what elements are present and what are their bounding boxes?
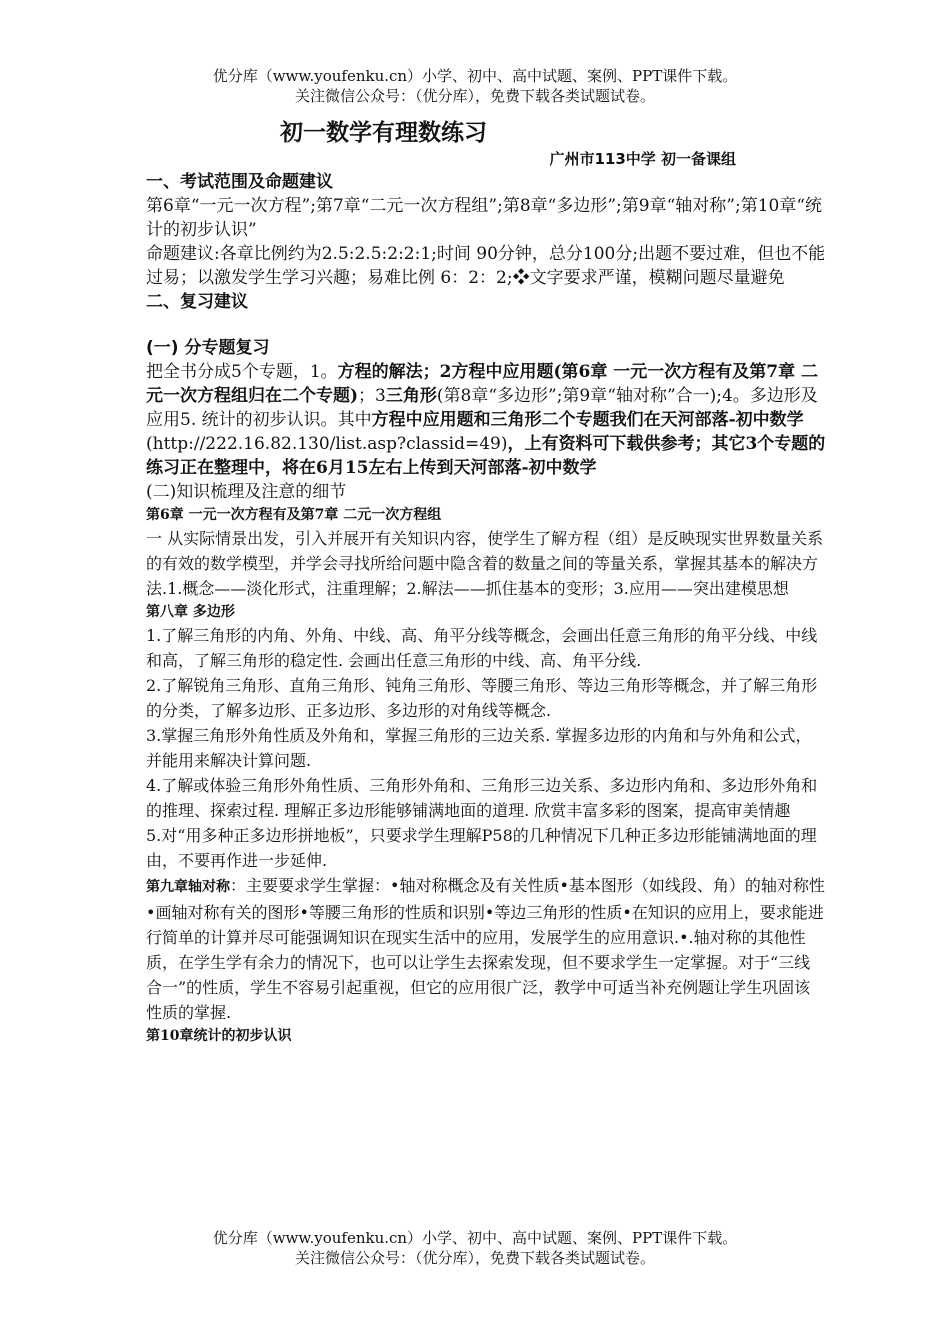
url-text: (http://222.16.82.130/list.asp?classid=49) — [146, 434, 508, 454]
chapter-9-paragraph — [146, 873, 826, 1025]
chapter-8-item-1: 1.了解三角形的内角、外角、中线、高、角平分线等概念，会画出任意三角形的角平分线、中线和高，了解三角形的稳定性. 会画出任意三角形的中线、高、角平分线. — [146, 626, 818, 670]
spacer — [146, 314, 826, 336]
chapter-10-heading: 第10章统计的初步认识 — [146, 1028, 292, 1044]
document-body — [146, 118, 826, 1047]
text-run-bold: 方程的解法；2方程中应用题(第6章 一元一次方程有及第7章 二元一次方程组归在二个专题) — [146, 362, 819, 406]
header-line-1: 优分库（www.youfenku.cn）小学、初中、高中试题、案例、PPT课件下载。 — [212, 67, 738, 85]
text-run: 把全书分成5个专题，1。 — [146, 362, 338, 382]
footer-line-1: 优分库（www.youfenku.cn）小学、初中、高中试题、案例、PPT课件下载。 — [212, 1229, 738, 1247]
chapter-8-heading: 第八章 多边形 — [146, 604, 235, 620]
chapter-9-heading: 第九章轴对称 — [146, 879, 230, 895]
exam-advice-text: 命题建议:各章比例约为2.5:2.5:2:2:1;时间 90分钟，总分100分;出题不要过难，但也不能过易；以激发学生学习兴趣；易难比例 6：2：2;❖文字要求严谨，模糊问题尽量避免 — [146, 244, 826, 288]
chapter-9-text: ：主要要求学生掌握：•轴对称概念及有关性质•基本图形（如线段、角）的轴对称性•画轴对称有关的图形•等腰三角形的性质和识别•等边三角形的性质•在知识的应用上，要求能进行简单的计算并尽可能强调知识在现实生活中的应用，发展学生的应用意识.•.轴对称的其他性质，在学生学有余力的情况下，也可以让学生去探索发现，但不要求学生一定掌握。对于“三线合一”的性质，学生不容易引起重视，但它的应用很广泛，教学中可适当补充例题让学生巩固该性质的掌握. — [146, 876, 825, 1022]
text-run-bold: 三角形 — [385, 386, 437, 406]
exam-scope-text: 第6章“一元一次方程”;第7章“二元一次方程组”;第8章“多边形”;第9章“轴对称”;第10章“统计的初步认识” — [146, 196, 823, 240]
chapter-6-7-heading: 第6章 一元一次方程有及第7章 二元一次方程组 — [146, 507, 442, 523]
document-title: 初一数学有理数练习 — [280, 119, 487, 146]
text-run-bold: ，上有资料可下载供参考；其它3个专题的练习正在整理中，将在6月15左右上传到天河部落-初中数学 — [146, 434, 826, 478]
text-run-bold: 方程中应用题和三角形二个专题我们在天河部落-初中数学 — [371, 410, 804, 430]
chapter-8-item-4: 4.了解或体验三角形外角性质、三角形外角和、三角形三边关系、多边形内角和、多边形外角和的推理、探索过程. 理解正多边形能够铺满地面的道理. 欣赏丰富多彩的图案，提高审美情趣 — [146, 776, 818, 820]
page-header — [0, 66, 950, 106]
topic-review-paragraph — [146, 360, 826, 480]
chapter-8-item-3: 3.掌握三角形外角性质及外角和，掌握三角形的三边关系. 掌握多边形的内角和与外角和公式，并能用来解决计算问题. — [146, 726, 812, 770]
chapter-8-item-5: 5.对“用多种正多边形拼地板”，只要求学生理解P58的几种情况下几种正多边形能铺满地面的理由，不要再作进一步延伸. — [146, 826, 817, 870]
text-run: ；3 — [358, 386, 386, 406]
subsection-topic-review-heading: (一) 分专题复习 — [146, 338, 270, 358]
footer-line-2: 关注微信公众号：（优分库），免费下载各类试题试卷。 — [294, 1249, 655, 1267]
header-line-2: 关注微信公众号：（优分库），免费下载各类试题试卷。 — [294, 87, 655, 105]
text-run: (第8章“多边形”;第9章“轴对称”合一);4。多边形及应用5. 统计的初步认识。其中 — [146, 386, 818, 430]
section-1-heading: 一、考试范围及命题建议 — [146, 172, 333, 192]
chapter-8-item-2: 2.了解锐角三角形、直角三角形、钝角三角形、等腰三角形、等边三角形等概念，并了解三角形的分类，了解多边形、正多边形、多边形的对角线等概念. — [146, 676, 818, 720]
section-2-heading: 二、复习建议 — [146, 292, 248, 312]
subsection-knowledge-heading: (二)知识梳理及注意的细节 — [146, 482, 347, 502]
page-footer — [0, 1228, 950, 1268]
author-line: 广州市113中学 初一备课组 — [549, 150, 736, 168]
chapter-6-7-text: 一 从实际情景出发，引入并展开有关知识内容，使学生了解方程（组）是反映现实世界数量关系的有效的数学模型，并学会寻找所给问题中隐含着的数量之间的等量关系，掌握其基本的解决方法.1.概念——淡化形式，注重理解；2.解法——抓住基本的变形；3.应用——突出建模思想 — [146, 529, 824, 598]
